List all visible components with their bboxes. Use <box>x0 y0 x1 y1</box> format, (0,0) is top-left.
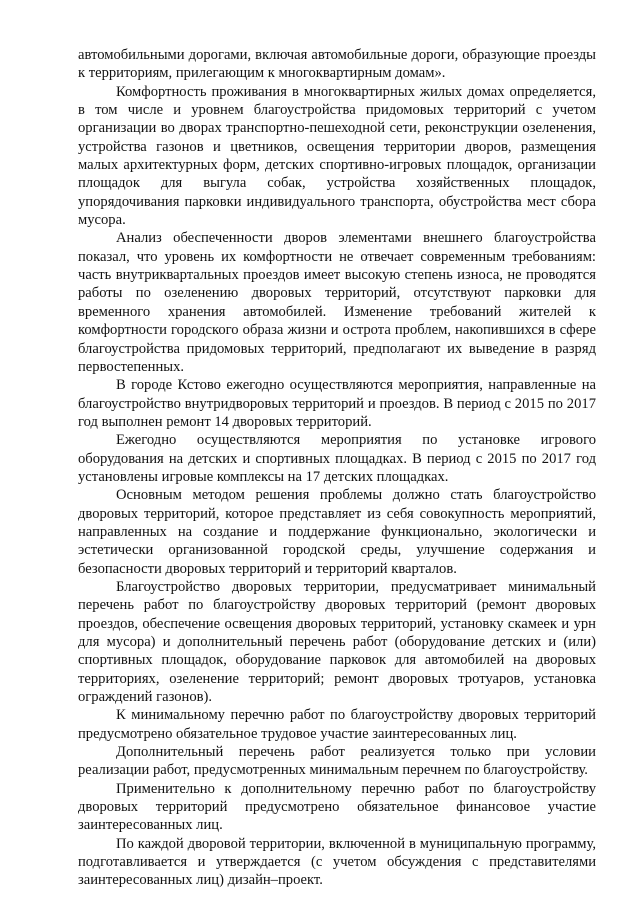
paragraph-main-method: Основным методом решения проблемы должно стать благоустройство дворовых территорий, которое представляет из себя совокупность мероприятий, направленных на создание и поддержание функционально, экологически и эстетически организованной городской среды, улучшение содержания и безопасности дворовых территорий и территорий кварталов. <box>78 487 596 577</box>
paragraph-continuation: автомобильными дорогами, включая автомобильные дороги, образующие проезды к территориям, прилегающим к многоквартирным домам». <box>78 47 596 82</box>
paragraph-design-project: По каждой дворовой территории, включенной в муниципальную программу, подготавливается и утверждается (с учетом обсуждения с представителями заинтересованных лиц) дизайн–проект. <box>78 835 596 889</box>
paragraph-analysis: Анализ обеспеченности дворов элементами внешнего благоустройства показал, что уровень их комфортности не отвечает современным требованиям: часть внутриквартальных проездов имеет высокую степень износа, не проводятся работы по озеленению дворовых территорий, отсутствуют парковки для временного хранения автомобилей. Изменение требований жителей к комфортности городского образа жизни и острота проблем, накопившихся в сфере благоустройства придомовых территорий, предполагают их выведение в разряд первостепенных. <box>78 230 596 375</box>
paragraph-playground-equipment: Ежегодно осуществляются мероприятия по установке игрового оборудования на детских и спортивных площадках. В период с 2015 по 2017 год установлены игровые комплексы на 17 детских площадках. <box>78 432 596 485</box>
paragraph-comfort-of-living: Комфортность проживания в многоквартирных жилых домах определяется, в том числе и уровнем благоустройства придомовых территорий с учетом организации во дворах транспортно-пешеходной сети, реконструкции озеленения, устройства газонов и цветников, освещения территории дворов, размещения малых архитектурных форм, детских спортивно-игровых площадок, организации площадок для выгула собак, устройства хозяйственных площадок, упорядочивания парковки индивидуального транспорта, обустройства мест сбора мусора. <box>78 83 596 229</box>
document-page <box>78 46 596 890</box>
paragraph-additional-list-condition: Дополнительный перечень работ реализуется только при условии реализации работ, предусмотренных минимальным перечнем по благоустройству. <box>78 744 596 779</box>
paragraph-kstovo-activities: В городе Кстово ежегодно осуществляются мероприятия, направленные на благоустройство внутридворовых территорий и проездов. В период с 2015 по 2017 год выполнен ремонт 14 дворовых территорий. <box>78 377 596 430</box>
paragraph-work-lists: Благоустройство дворовых территории, предусматривает минимальный перечень работ по благоустройству дворовых территорий (ремонт дворовых проездов, обеспечение освещения дворовых территорий, установку скамеек и урн для мусора) и дополнительный перечень работ (оборудование детских и (или) спортивных площадок, оборудование парковок для автомобилей на дворовых территориях, озеленение территорий; ремонт дворовых тротуаров, установка ограждений газонов). <box>78 578 596 706</box>
paragraph-financial-participation: Применительно к дополнительному перечню работ по благоустройству дворовых территорий предусмотрено обязательное финансовое участие заинтересованных лиц. <box>78 780 596 834</box>
paragraph-labor-participation: К минимальному перечню работ по благоустройству дворовых территорий предусмотрено обязательное трудовое участие заинтересованных лиц. <box>78 707 596 742</box>
